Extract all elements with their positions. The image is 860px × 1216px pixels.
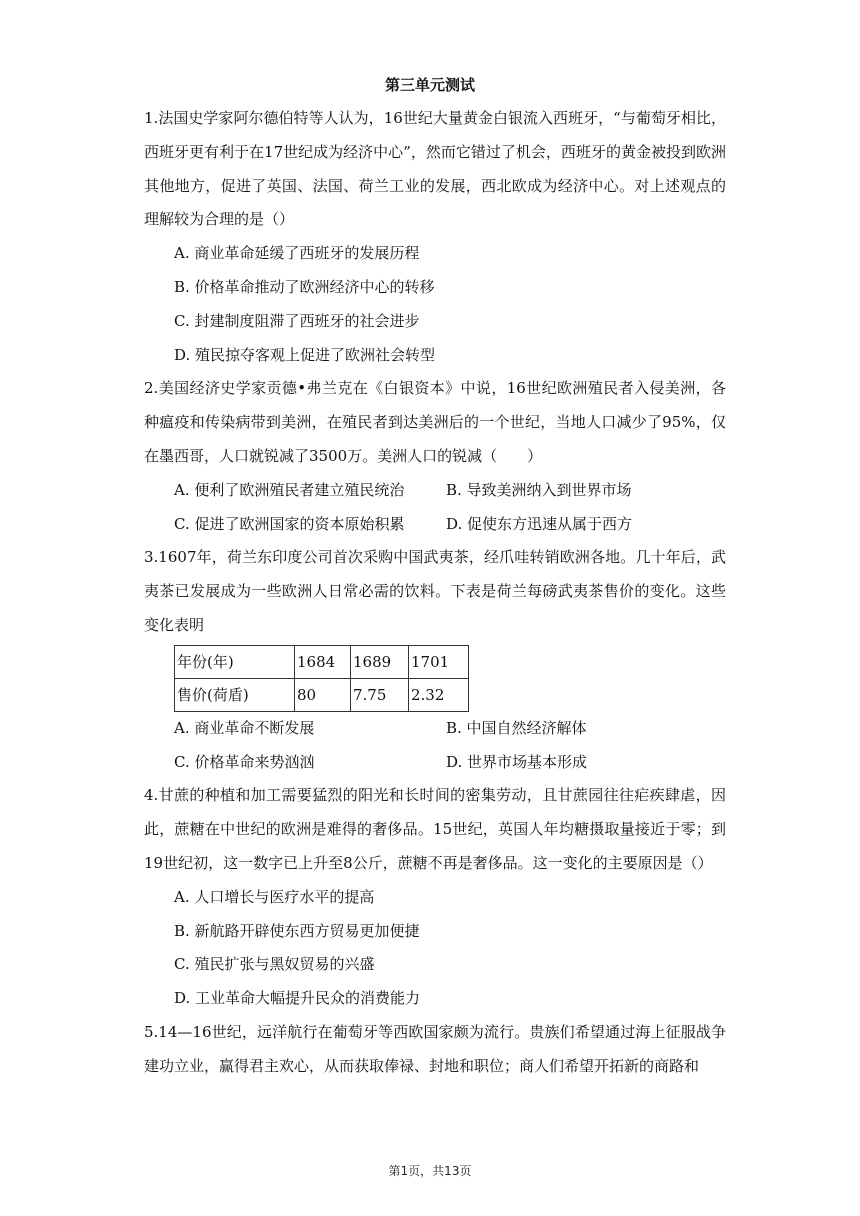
option-c: C. 封建制度阻滞了西班牙的社会进步 xyxy=(174,311,420,330)
options xyxy=(144,712,726,780)
question-stem: 1.法国史学家阿尔德伯特等人认为，16世纪大量黄金白银流入西班牙，“与葡萄牙相比，西班牙更有利于在17世纪成为经济中心”，然而它错过了机会，西班牙的黄金被投到欧洲其他地方，促进了英国、法国、荷兰工业的发展，西北欧成为经济中心。对上述观点的理解较为合理的是（） xyxy=(144,109,726,229)
page-number: 第1页，共13页 xyxy=(388,1164,472,1178)
options xyxy=(144,237,726,372)
table-cell: 1701 xyxy=(409,645,469,678)
question-stem: 5.14—16世纪，远洋航行在葡萄牙等西欧国家颇为流行。贵族们希望通过海上征服战争建功立业，赢得君主欢心，从而获取俸禄、封地和职位；商人们希望开拓新的商路和 xyxy=(144,1022,726,1075)
tea-price-table xyxy=(174,645,469,712)
question-2 xyxy=(144,372,726,541)
option-d: D. 促使东方迅速从属于西方 xyxy=(446,514,633,533)
option-b: B. 价格革命推动了欧洲经济中心的转移 xyxy=(174,277,435,296)
table-cell: 1689 xyxy=(351,645,409,678)
option-row xyxy=(144,508,726,542)
option-a: A. 人口增长与医疗水平的提高 xyxy=(174,887,375,906)
question-4 xyxy=(144,779,726,1016)
option-d: D. 世界市场基本形成 xyxy=(446,752,588,771)
table-cell: 年份(年) xyxy=(175,645,295,678)
question-1 xyxy=(144,102,726,372)
options xyxy=(144,474,726,542)
question-5 xyxy=(144,1016,726,1084)
table-cell: 80 xyxy=(295,678,351,711)
option-row xyxy=(144,474,726,508)
option-d: D. 工业革命大幅提升民众的消费能力 xyxy=(174,989,421,1008)
option-a: A. 商业革命延缓了西班牙的发展历程 xyxy=(174,244,420,263)
option-a: A. 商业革命不断发展 xyxy=(174,718,315,737)
table-row xyxy=(175,678,469,711)
table-row xyxy=(175,645,469,678)
question-list xyxy=(144,102,726,1084)
option-c: C. 促进了欧洲国家的资本原始积累 xyxy=(174,514,405,533)
options xyxy=(144,881,726,1016)
option-b: B. 中国自然经济解体 xyxy=(446,718,587,737)
option-c: C. 殖民扩张与黑奴贸易的兴盛 xyxy=(174,955,375,974)
option-b: B. 导致美洲纳入到世界市场 xyxy=(446,480,632,499)
table-cell: 1684 xyxy=(295,645,351,678)
question-stem: 4.甘蔗的种植和加工需要猛烈的阳光和长时间的密集劳动，且甘蔗园往往疟疾肆虐，因此，蔗糖在中世纪的欧洲是难得的奢侈品。15世纪，英国人年均糖摄取量接近于零；到19世纪初，这一数字已上升至8公斤，蔗糖不再是奢侈品。这一变化的主要原因是（） xyxy=(144,786,726,872)
option-b: B. 新航路开辟使东西方贸易更加便捷 xyxy=(174,921,420,940)
table-cell: 售价(荷盾) xyxy=(175,678,295,711)
page-title: 第三单元测试 xyxy=(384,76,475,94)
option-row xyxy=(144,746,726,780)
table-cell: 2.32 xyxy=(409,678,469,711)
option-d: D. 殖民掠夺客观上促进了欧洲社会转型 xyxy=(174,345,436,364)
option-a: A. 便利了欧洲殖民者建立殖民统治 xyxy=(174,480,405,499)
question-3 xyxy=(144,541,726,779)
question-stem: 3.1607年，荷兰东印度公司首次采购中国武夷茶，经爪哇转销欧洲各地。几十年后，武夷茶已发展成为一些欧洲人日常必需的饮料。下表是荷兰每磅武夷茶售价的变化。这些变化表明 xyxy=(144,548,726,634)
table-cell: 7.75 xyxy=(351,678,409,711)
question-stem: 2.美国经济史学家贡德•弗兰克在《白银资本》中说，16世纪欧洲殖民者入侵美洲，各种瘟疫和传染病带到美洲，在殖民者到达美洲后的一个世纪，当地人口减少了95%，仅在墨西哥，人口就锐减了3500万。美洲人口的锐减（ ） xyxy=(144,379,726,465)
option-row xyxy=(144,712,726,746)
option-c: C. 价格革命来势汹汹 xyxy=(174,752,315,771)
